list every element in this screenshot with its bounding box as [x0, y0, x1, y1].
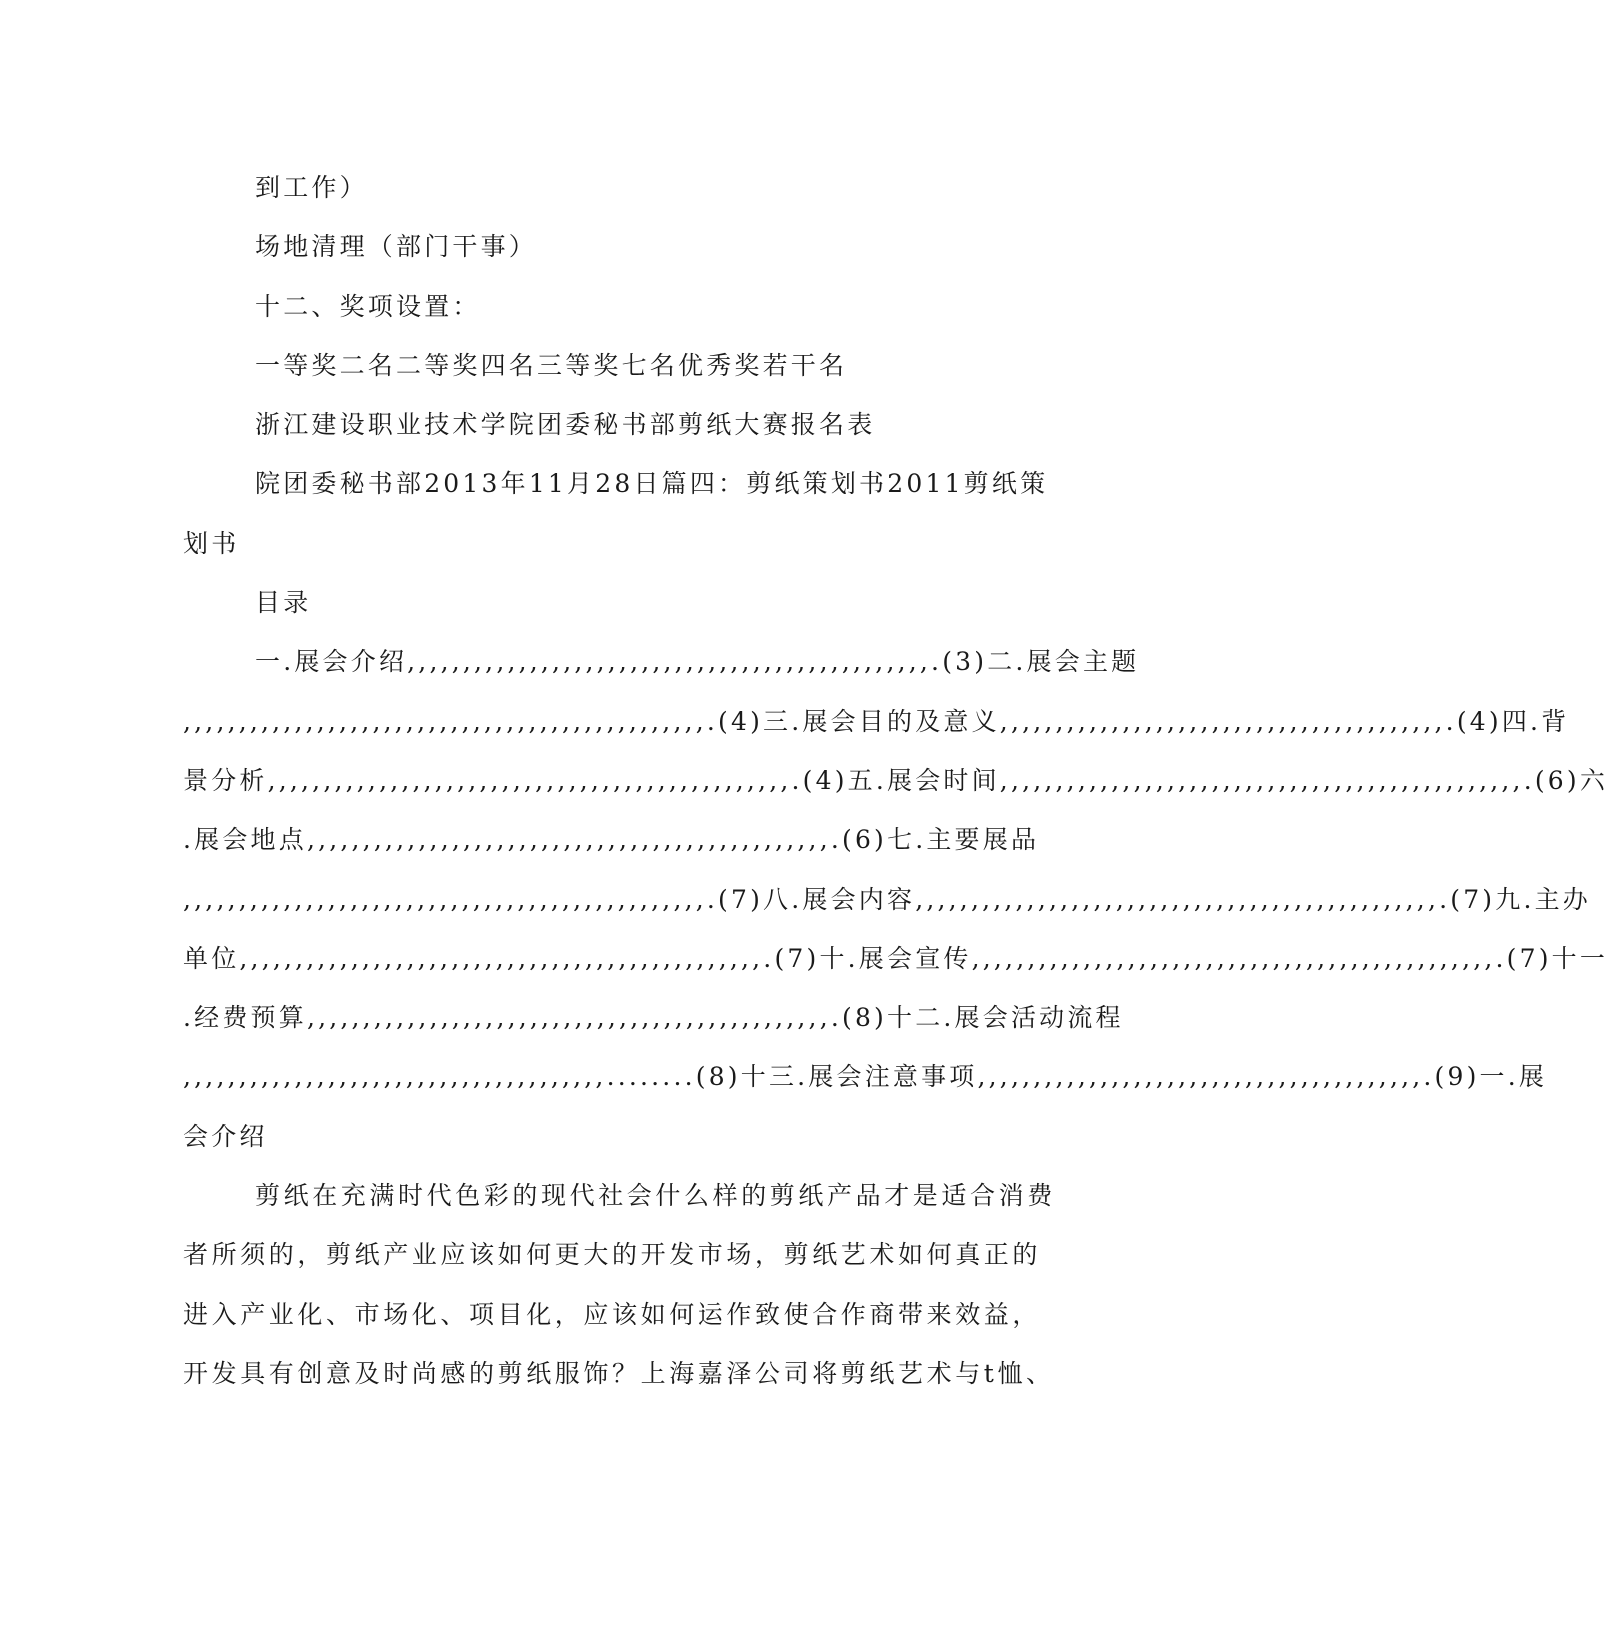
toc-line: 景分析,,,,,,,,,,,,,,,,,,,,,,,,,,,,,,,,,,,,,,,,,,,,,,,.(4)五.展会时间,,,,,,,,,,,,,,,,,,,,,,,,,,,,,,,,,,,,,,,,,,,,,,,.(6)六	[183, 765, 1608, 795]
paragraph-papercut-intro: 剪纸在充满时代色彩的现代社会什么样的剪纸产品才是适合消费者所须的，剪纸产业应该如何更大的开发市场，剪纸艺术如何真正的进入产业化、市场化、项目化，应该如何运作致使合作商带来效益，开发具有创意及时尚感的剪纸服饰？上海嘉泽公司将剪纸艺术与t恤、	[183, 1181, 1056, 1388]
toc-line: ,,,,,,,,,,,,,,,,,,,,,,,,,,,,,,,,,,,,,,,,,,,,,,,.(7)八.展会内容,,,,,,,,,,,,,,,,,,,,,,,,,,,,,,,,,,,,,,,,,,,,,,,.(7)九.主办	[183, 884, 1592, 914]
paragraph-award-list: 一等奖二名二等奖四名三等奖七名优秀奖若干名	[255, 350, 848, 380]
toc-line: 会介绍	[183, 1121, 268, 1151]
toc-line: .展会地点,,,,,,,,,,,,,,,,,,,,,,,,,,,,,,,,,,,,,,,,,,,,,,,.(6)七.主要展品	[183, 825, 1040, 855]
table-of-contents	[183, 632, 1608, 1166]
toc-heading: 目录	[255, 588, 312, 618]
paragraph-work-note: 到工作）	[255, 173, 368, 202]
toc-line: 单位,,,,,,,,,,,,,,,,,,,,,,,,,,,,,,,,,,,,,,,,,,,,,,,.(7)十.展会宣传,,,,,,,,,,,,,,,,,,,,,,,,,,,,,,,,,,,,,,,,,,,,,,,.(7)十一	[183, 943, 1608, 973]
section-heading-awards: 十二、奖项设置：	[255, 291, 481, 321]
toc-line: .经费预算,,,,,,,,,,,,,,,,,,,,,,,,,,,,,,,,,,,,,,,,,,,,,,,.(8)十二.展会活动流程	[183, 1003, 1124, 1033]
paragraph-registration-form-title: 浙江建设职业技术学院团委秘书部剪纸大赛报名表	[255, 410, 876, 440]
toc-line: ,,,,,,,,,,,,,,,,,,,,,,,,,,,,,,,,,,,,,,........(8)十三.展会注意事项,,,,,,,,,,,,,,,,,,,,,,,,,,,,,,,,,,,,,,,,.(9)一.展	[183, 1062, 1548, 1092]
document-body	[183, 158, 1608, 1403]
toc-line: ,,,,,,,,,,,,,,,,,,,,,,,,,,,,,,,,,,,,,,,,,,,,,,,.(4)三.展会目的及意义,,,,,,,,,,,,,,,,,,,,,,,,,,,,,,,,,,,,,,,,.(4)四.背	[183, 706, 1570, 736]
paragraph-site-cleanup: 场地清理（部门干事）	[255, 232, 538, 262]
paragraph-signature-date: 院团委秘书部2013年11月28日篇四：剪纸策划书2011剪纸策划书	[183, 469, 1049, 558]
toc-line: 一.展会介绍,,,,,,,,,,,,,,,,,,,,,,,,,,,,,,,,,,,,,,,,,,,,,,,.(3)二.展会主题	[255, 647, 1140, 677]
